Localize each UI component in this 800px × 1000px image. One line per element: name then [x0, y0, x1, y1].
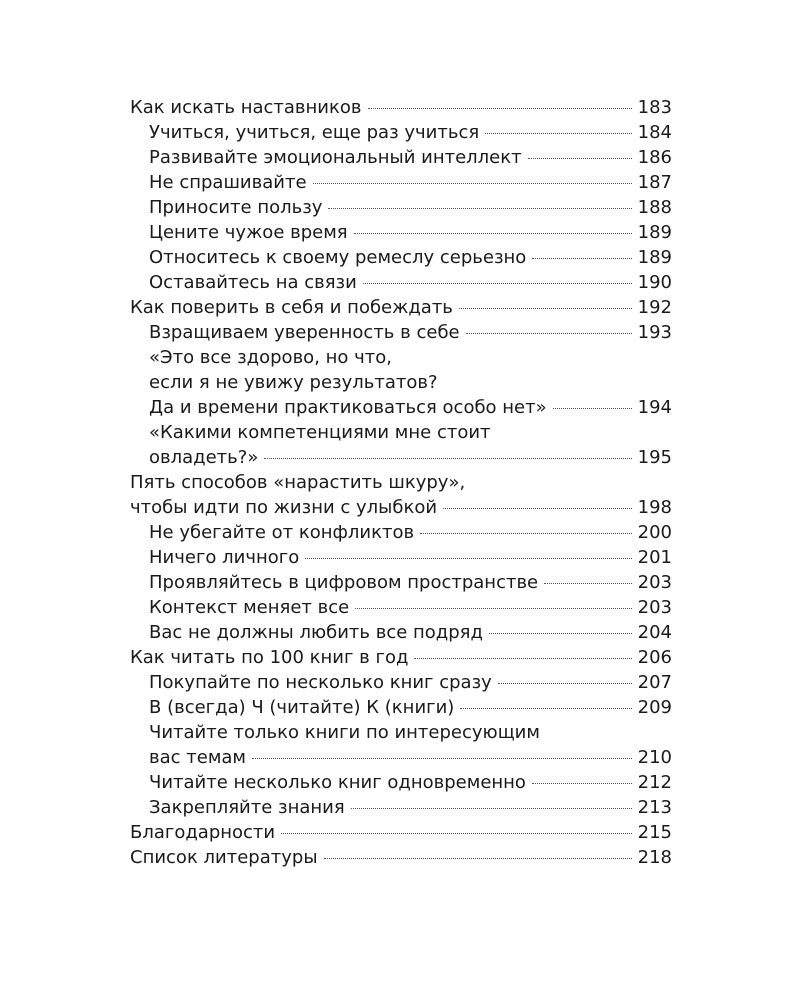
- dot-leader: [355, 608, 631, 609]
- toc-entry-line: [149, 395, 672, 420]
- toc-entry-line: [130, 820, 672, 845]
- toc-entry-title: Относитесь к своему ремеслу серьезно: [149, 247, 527, 268]
- dot-leader: [305, 558, 631, 559]
- toc-section-entry: [130, 470, 672, 520]
- toc-subsection-entry: [130, 620, 672, 645]
- toc-entry-title-line: «Какими компетенциями мне стоит: [149, 422, 491, 443]
- toc-page-number: 187: [637, 172, 672, 193]
- toc-subsection-entry: [130, 670, 672, 695]
- toc-entry-title: Не спрашивайте: [149, 172, 307, 193]
- dot-leader: [351, 808, 632, 809]
- dot-leader: [354, 233, 632, 234]
- toc-subsection-entry: [130, 270, 672, 295]
- dot-leader: [553, 408, 632, 409]
- dot-leader: [466, 333, 632, 334]
- toc-page-number: 212: [637, 772, 672, 793]
- dot-leader: [363, 283, 632, 284]
- dot-leader: [528, 158, 632, 159]
- toc-entry-title: Взращиваем уверенность в себе: [149, 322, 460, 343]
- toc-page-number: 190: [637, 272, 672, 293]
- toc-entry-line: [149, 220, 672, 245]
- toc-page-number: 209: [637, 697, 672, 718]
- toc-entry-title: Контекст меняет все: [149, 597, 350, 618]
- toc-entry-line: [149, 620, 672, 645]
- toc-entry-title: Ничего личного: [149, 547, 300, 568]
- toc-subsection-entry: [130, 120, 672, 145]
- toc-entry-title: Да и времени практиковаться особо нет»: [149, 397, 547, 418]
- toc-entry-title: Оставайтесь на связи: [149, 272, 357, 293]
- toc-entry-line: [149, 595, 672, 620]
- toc-subsection-entry: [130, 145, 672, 170]
- toc-entry-title: Не убегайте от конфликтов: [149, 522, 415, 543]
- toc-entry-line: [130, 295, 672, 320]
- toc-entry-title: Как искать наставников: [130, 97, 362, 118]
- dot-leader: [489, 633, 632, 634]
- toc-subsection-entry: [130, 170, 672, 195]
- toc-section-entry: [130, 845, 672, 870]
- toc-entry-line: [130, 95, 672, 120]
- toc-section-entry: [130, 95, 672, 120]
- toc-subsection-entry: [130, 220, 672, 245]
- dot-leader: [328, 208, 631, 209]
- toc-entry-title: чтобы идти по жизни с улыбкой: [130, 497, 438, 518]
- toc-entry-title: В (всегда) Ч (читайте) К (книги): [149, 697, 455, 718]
- toc-entry-line: [149, 745, 672, 770]
- toc-entry-line: [130, 495, 672, 520]
- toc-entry-title: Учиться, учиться, еще раз учиться: [149, 122, 480, 143]
- table-of-contents: [130, 95, 672, 870]
- toc-subsection-entry: [130, 720, 672, 770]
- toc-entry-line: [149, 695, 672, 720]
- toc-entry-title: Закрепляйте знания: [149, 797, 345, 818]
- toc-subsection-entry: [130, 195, 672, 220]
- dot-leader: [313, 183, 632, 184]
- toc-entry-line: [149, 270, 672, 295]
- dot-leader: [368, 108, 632, 109]
- toc-page-number: 186: [637, 147, 672, 168]
- toc-entry-title: Как поверить в себя и побеждать: [130, 297, 453, 318]
- dot-leader: [459, 308, 632, 309]
- toc-page-number: 201: [637, 547, 672, 568]
- toc-page-number: 206: [637, 647, 672, 668]
- toc-section-entry: [130, 645, 672, 670]
- dot-leader: [460, 708, 631, 709]
- toc-entry-title-line: «Это все здорово, но что,: [149, 347, 392, 368]
- toc-subsection-entry: [130, 520, 672, 545]
- toc-entry-title: Проявляйтесь в цифровом пространстве: [149, 572, 539, 593]
- toc-page-number: 194: [637, 397, 672, 418]
- toc-page-number: 200: [637, 522, 672, 543]
- toc-page-number: 189: [637, 247, 672, 268]
- toc-entry-line: [149, 120, 672, 145]
- toc-entry-title: вас темам: [149, 747, 247, 768]
- toc-entry-line: [130, 645, 672, 670]
- dot-leader: [281, 833, 632, 834]
- toc-page-number: 195: [637, 447, 672, 468]
- toc-subsection-entry: [130, 770, 672, 795]
- dot-leader: [252, 758, 632, 759]
- toc-entry-line: [149, 445, 672, 470]
- toc-subsection-entry: [130, 245, 672, 270]
- toc-page-number: 203: [637, 597, 672, 618]
- toc-page-number: 207: [637, 672, 672, 693]
- toc-entry-line: [149, 795, 672, 820]
- toc-entry-title: овладеть?»: [149, 447, 259, 468]
- toc-page-number: 184: [637, 122, 672, 143]
- dot-leader: [443, 508, 632, 509]
- toc-page-number: 203: [637, 572, 672, 593]
- toc-page-number: 189: [637, 222, 672, 243]
- toc-subsection-entry: [130, 570, 672, 595]
- toc-subsection-entry: [130, 420, 672, 470]
- toc-subsection-entry: [130, 345, 672, 420]
- dot-leader: [420, 533, 632, 534]
- toc-entry-title: Приносите пользу: [149, 197, 323, 218]
- toc-entry-line: [149, 545, 672, 570]
- toc-entry-title-line: Пять способов «нарастить шкуру»,: [130, 472, 466, 493]
- toc-section-entry: [130, 820, 672, 845]
- toc-page-number: 192: [637, 297, 672, 318]
- toc-subsection-entry: [130, 320, 672, 345]
- toc-entry-title: Читайте несколько книг одновременно: [149, 772, 526, 793]
- toc-entry-line: [149, 570, 672, 595]
- toc-page-number: 193: [637, 322, 672, 343]
- dot-leader: [498, 683, 632, 684]
- toc-entry-title-line: если я не увижу результатов?: [149, 372, 438, 393]
- toc-entry-line: [149, 520, 672, 545]
- toc-entry-title: Вас не должны любить все подряд: [149, 622, 483, 643]
- toc-page-number: 198: [637, 497, 672, 518]
- toc-entry-line: [130, 845, 672, 870]
- dot-leader: [324, 858, 632, 859]
- dot-leader: [532, 258, 631, 259]
- toc-entry-title: Покупайте по несколько книг сразу: [149, 672, 492, 693]
- toc-entry-title-line: Читайте только книги по интересующим: [149, 722, 540, 743]
- toc-subsection-entry: [130, 595, 672, 620]
- toc-entry-line: [149, 195, 672, 220]
- toc-entry-title: Список литературы: [130, 847, 318, 868]
- toc-entry-line: [149, 145, 672, 170]
- toc-subsection-entry: [130, 695, 672, 720]
- dot-leader: [485, 133, 631, 134]
- toc-entry-line: [149, 245, 672, 270]
- toc-page-number: 218: [637, 847, 672, 868]
- dot-leader: [544, 583, 632, 584]
- toc-page-number: 188: [637, 197, 672, 218]
- toc-entry-line: [149, 770, 672, 795]
- toc-page-number: 215: [637, 822, 672, 843]
- toc-subsection-entry: [130, 795, 672, 820]
- toc-section-entry: [130, 295, 672, 320]
- toc-entry-title: Как читать по 100 книг в год: [130, 647, 409, 668]
- dot-leader: [414, 658, 631, 659]
- toc-entry-title: Развивайте эмоциональный интеллект: [149, 147, 522, 168]
- toc-entry-line: [149, 320, 672, 345]
- toc-page-number: 210: [637, 747, 672, 768]
- toc-entry-title: Цените чужое время: [149, 222, 348, 243]
- dot-leader: [532, 783, 632, 784]
- toc-subsection-entry: [130, 545, 672, 570]
- toc-page-number: 183: [637, 97, 672, 118]
- toc-page-number: 213: [637, 797, 672, 818]
- dot-leader: [264, 458, 631, 459]
- toc-entry-line: [149, 670, 672, 695]
- toc-page-number: 204: [637, 622, 672, 643]
- toc-entry-line: [149, 170, 672, 195]
- toc-entry-title: Благодарности: [130, 822, 276, 843]
